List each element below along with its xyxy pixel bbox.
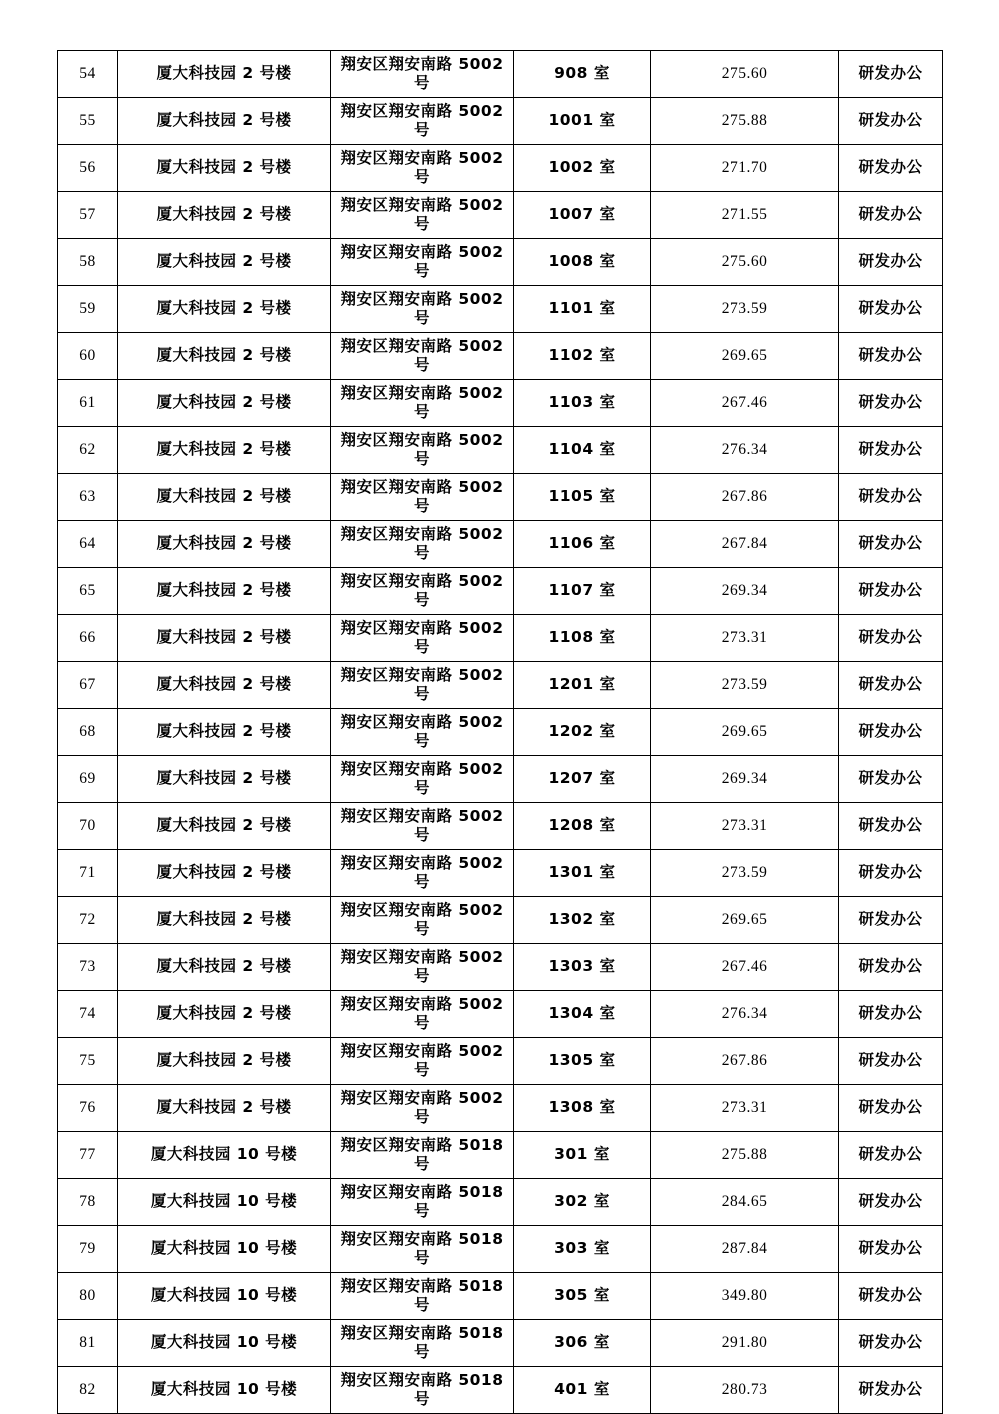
row-area: 276.34	[651, 991, 839, 1038]
table-row	[58, 615, 943, 662]
table-row	[58, 897, 943, 944]
row-room: 908 室	[514, 51, 651, 98]
row-room: 1008 室	[514, 239, 651, 286]
row-address: 翔安区翔安南路 5002 号	[331, 51, 514, 98]
row-index: 64	[58, 521, 118, 568]
row-index: 73	[58, 944, 118, 991]
row-index: 70	[58, 803, 118, 850]
row-index: 68	[58, 709, 118, 756]
row-building: 厦大科技园 2 号楼	[118, 474, 331, 521]
row-building: 厦大科技园 2 号楼	[118, 897, 331, 944]
row-building: 厦大科技园 10 号楼	[118, 1367, 331, 1414]
row-building: 厦大科技园 10 号楼	[118, 1320, 331, 1367]
row-area: 349.80	[651, 1273, 839, 1320]
row-address: 翔安区翔安南路 5002 号	[331, 380, 514, 427]
row-index: 78	[58, 1179, 118, 1226]
row-address: 翔安区翔安南路 5002 号	[331, 1085, 514, 1132]
row-index: 62	[58, 427, 118, 474]
row-room: 1001 室	[514, 98, 651, 145]
row-building: 厦大科技园 2 号楼	[118, 427, 331, 474]
table-body	[58, 51, 943, 1414]
row-index: 71	[58, 850, 118, 897]
row-usage: 研发办公	[839, 145, 943, 192]
row-area: 273.31	[651, 615, 839, 662]
row-index: 55	[58, 98, 118, 145]
row-address: 翔安区翔安南路 5002 号	[331, 427, 514, 474]
row-usage: 研发办公	[839, 897, 943, 944]
row-room: 1201 室	[514, 662, 651, 709]
row-building: 厦大科技园 2 号楼	[118, 662, 331, 709]
table-row	[58, 1273, 943, 1320]
row-area: 284.65	[651, 1179, 839, 1226]
table-row	[58, 192, 943, 239]
row-area: 287.84	[651, 1226, 839, 1273]
row-building: 厦大科技园 10 号楼	[118, 1273, 331, 1320]
row-room: 306 室	[514, 1320, 651, 1367]
row-usage: 研发办公	[839, 615, 943, 662]
row-building: 厦大科技园 2 号楼	[118, 944, 331, 991]
table-row	[58, 333, 943, 380]
row-area: 269.34	[651, 568, 839, 615]
row-address: 翔安区翔安南路 5018 号	[331, 1367, 514, 1414]
row-room: 1308 室	[514, 1085, 651, 1132]
row-area: 273.59	[651, 850, 839, 897]
row-area: 267.86	[651, 474, 839, 521]
row-area: 267.46	[651, 944, 839, 991]
row-index: 58	[58, 239, 118, 286]
row-usage: 研发办公	[839, 568, 943, 615]
row-index: 57	[58, 192, 118, 239]
row-usage: 研发办公	[839, 1038, 943, 1085]
row-building: 厦大科技园 2 号楼	[118, 98, 331, 145]
row-index: 60	[58, 333, 118, 380]
row-address: 翔安区翔安南路 5002 号	[331, 98, 514, 145]
row-room: 1207 室	[514, 756, 651, 803]
row-address: 翔安区翔安南路 5002 号	[331, 521, 514, 568]
row-usage: 研发办公	[839, 333, 943, 380]
row-room: 1105 室	[514, 474, 651, 521]
row-room: 1303 室	[514, 944, 651, 991]
row-index: 77	[58, 1132, 118, 1179]
row-address: 翔安区翔安南路 5002 号	[331, 474, 514, 521]
row-room: 301 室	[514, 1132, 651, 1179]
row-address: 翔安区翔安南路 5002 号	[331, 709, 514, 756]
row-address: 翔安区翔安南路 5018 号	[331, 1179, 514, 1226]
row-building: 厦大科技园 10 号楼	[118, 1179, 331, 1226]
row-building: 厦大科技园 2 号楼	[118, 615, 331, 662]
row-building: 厦大科技园 10 号楼	[118, 1226, 331, 1273]
row-building: 厦大科技园 2 号楼	[118, 521, 331, 568]
row-building: 厦大科技园 2 号楼	[118, 380, 331, 427]
row-room: 1103 室	[514, 380, 651, 427]
row-room: 1108 室	[514, 615, 651, 662]
row-index: 65	[58, 568, 118, 615]
table-row	[58, 944, 943, 991]
row-address: 翔安区翔安南路 5002 号	[331, 991, 514, 1038]
row-area: 275.60	[651, 239, 839, 286]
row-usage: 研发办公	[839, 427, 943, 474]
table-row	[58, 756, 943, 803]
row-usage: 研发办公	[839, 521, 943, 568]
table-row	[58, 1132, 943, 1179]
table-row	[58, 568, 943, 615]
row-index: 80	[58, 1273, 118, 1320]
row-area: 273.31	[651, 1085, 839, 1132]
row-usage: 研发办公	[839, 991, 943, 1038]
row-room: 1104 室	[514, 427, 651, 474]
row-address: 翔安区翔安南路 5018 号	[331, 1320, 514, 1367]
table-row	[58, 1367, 943, 1414]
row-area: 273.59	[651, 286, 839, 333]
row-room: 1304 室	[514, 991, 651, 1038]
row-index: 61	[58, 380, 118, 427]
table-row	[58, 803, 943, 850]
row-address: 翔安区翔安南路 5018 号	[331, 1132, 514, 1179]
row-room: 1202 室	[514, 709, 651, 756]
row-usage: 研发办公	[839, 1367, 943, 1414]
table-row	[58, 662, 943, 709]
row-address: 翔安区翔安南路 5002 号	[331, 333, 514, 380]
table-row	[58, 1038, 943, 1085]
row-address: 翔安区翔安南路 5002 号	[331, 756, 514, 803]
row-building: 厦大科技园 2 号楼	[118, 991, 331, 1038]
row-area: 269.65	[651, 897, 839, 944]
row-address: 翔安区翔安南路 5002 号	[331, 615, 514, 662]
row-area: 267.84	[651, 521, 839, 568]
row-room: 1208 室	[514, 803, 651, 850]
table-row	[58, 51, 943, 98]
row-building: 厦大科技园 2 号楼	[118, 1085, 331, 1132]
row-index: 67	[58, 662, 118, 709]
row-room: 1305 室	[514, 1038, 651, 1085]
row-building: 厦大科技园 2 号楼	[118, 568, 331, 615]
row-area: 276.34	[651, 427, 839, 474]
row-building: 厦大科技园 2 号楼	[118, 756, 331, 803]
row-index: 81	[58, 1320, 118, 1367]
row-area: 273.59	[651, 662, 839, 709]
row-area: 269.65	[651, 709, 839, 756]
row-room: 401 室	[514, 1367, 651, 1414]
row-index: 56	[58, 145, 118, 192]
row-index: 63	[58, 474, 118, 521]
row-index: 74	[58, 991, 118, 1038]
row-area: 273.31	[651, 803, 839, 850]
row-address: 翔安区翔安南路 5018 号	[331, 1273, 514, 1320]
row-index: 82	[58, 1367, 118, 1414]
row-index: 66	[58, 615, 118, 662]
row-building: 厦大科技园 2 号楼	[118, 145, 331, 192]
row-usage: 研发办公	[839, 1132, 943, 1179]
row-index: 59	[58, 286, 118, 333]
row-room: 1101 室	[514, 286, 651, 333]
row-usage: 研发办公	[839, 1226, 943, 1273]
row-usage: 研发办公	[839, 662, 943, 709]
table-row	[58, 709, 943, 756]
row-building: 厦大科技园 2 号楼	[118, 850, 331, 897]
row-room: 1102 室	[514, 333, 651, 380]
row-usage: 研发办公	[839, 380, 943, 427]
row-building: 厦大科技园 10 号楼	[118, 1132, 331, 1179]
row-address: 翔安区翔安南路 5002 号	[331, 1038, 514, 1085]
row-usage: 研发办公	[839, 756, 943, 803]
table-row	[58, 1085, 943, 1132]
row-address: 翔安区翔安南路 5002 号	[331, 192, 514, 239]
row-usage: 研发办公	[839, 1320, 943, 1367]
row-area: 267.86	[651, 1038, 839, 1085]
table-row	[58, 286, 943, 333]
row-index: 76	[58, 1085, 118, 1132]
row-address: 翔安区翔安南路 5002 号	[331, 850, 514, 897]
row-usage: 研发办公	[839, 51, 943, 98]
row-address: 翔安区翔安南路 5002 号	[331, 239, 514, 286]
table-row	[58, 991, 943, 1038]
row-room: 303 室	[514, 1226, 651, 1273]
row-usage: 研发办公	[839, 192, 943, 239]
row-usage: 研发办公	[839, 709, 943, 756]
row-building: 厦大科技园 2 号楼	[118, 239, 331, 286]
table-row	[58, 1320, 943, 1367]
row-usage: 研发办公	[839, 239, 943, 286]
row-area: 280.73	[651, 1367, 839, 1414]
row-address: 翔安区翔安南路 5002 号	[331, 145, 514, 192]
row-building: 厦大科技园 2 号楼	[118, 709, 331, 756]
table-row	[58, 1179, 943, 1226]
table-row	[58, 380, 943, 427]
row-building: 厦大科技园 2 号楼	[118, 333, 331, 380]
row-usage: 研发办公	[839, 1273, 943, 1320]
row-index: 75	[58, 1038, 118, 1085]
row-area: 275.88	[651, 1132, 839, 1179]
row-usage: 研发办公	[839, 98, 943, 145]
row-room: 302 室	[514, 1179, 651, 1226]
table-row	[58, 850, 943, 897]
row-area: 291.80	[651, 1320, 839, 1367]
table-row	[58, 474, 943, 521]
table-row	[58, 145, 943, 192]
table-row	[58, 239, 943, 286]
row-usage: 研发办公	[839, 1085, 943, 1132]
row-area: 275.88	[651, 98, 839, 145]
row-address: 翔安区翔安南路 5002 号	[331, 803, 514, 850]
row-room: 1302 室	[514, 897, 651, 944]
table-row	[58, 427, 943, 474]
row-index: 69	[58, 756, 118, 803]
row-address: 翔安区翔安南路 5002 号	[331, 944, 514, 991]
row-address: 翔安区翔安南路 5002 号	[331, 897, 514, 944]
row-address: 翔安区翔安南路 5018 号	[331, 1226, 514, 1273]
row-room: 1301 室	[514, 850, 651, 897]
row-area: 269.34	[651, 756, 839, 803]
row-building: 厦大科技园 2 号楼	[118, 51, 331, 98]
row-room: 1107 室	[514, 568, 651, 615]
table-row	[58, 1226, 943, 1273]
row-room: 305 室	[514, 1273, 651, 1320]
row-building: 厦大科技园 2 号楼	[118, 1038, 331, 1085]
table-row	[58, 521, 943, 568]
row-address: 翔安区翔安南路 5002 号	[331, 568, 514, 615]
row-usage: 研发办公	[839, 474, 943, 521]
row-area: 275.60	[651, 51, 839, 98]
row-usage: 研发办公	[839, 850, 943, 897]
row-index: 72	[58, 897, 118, 944]
row-area: 271.70	[651, 145, 839, 192]
row-usage: 研发办公	[839, 1179, 943, 1226]
row-address: 翔安区翔安南路 5002 号	[331, 286, 514, 333]
table-row	[58, 98, 943, 145]
row-usage: 研发办公	[839, 944, 943, 991]
row-building: 厦大科技园 2 号楼	[118, 286, 331, 333]
property-listing-table	[57, 50, 943, 1414]
row-building: 厦大科技园 2 号楼	[118, 803, 331, 850]
row-building: 厦大科技园 2 号楼	[118, 192, 331, 239]
row-room: 1106 室	[514, 521, 651, 568]
row-room: 1007 室	[514, 192, 651, 239]
row-index: 54	[58, 51, 118, 98]
row-area: 267.46	[651, 380, 839, 427]
row-address: 翔安区翔安南路 5002 号	[331, 662, 514, 709]
row-area: 269.65	[651, 333, 839, 380]
row-index: 79	[58, 1226, 118, 1273]
row-usage: 研发办公	[839, 286, 943, 333]
row-room: 1002 室	[514, 145, 651, 192]
row-usage: 研发办公	[839, 803, 943, 850]
row-area: 271.55	[651, 192, 839, 239]
